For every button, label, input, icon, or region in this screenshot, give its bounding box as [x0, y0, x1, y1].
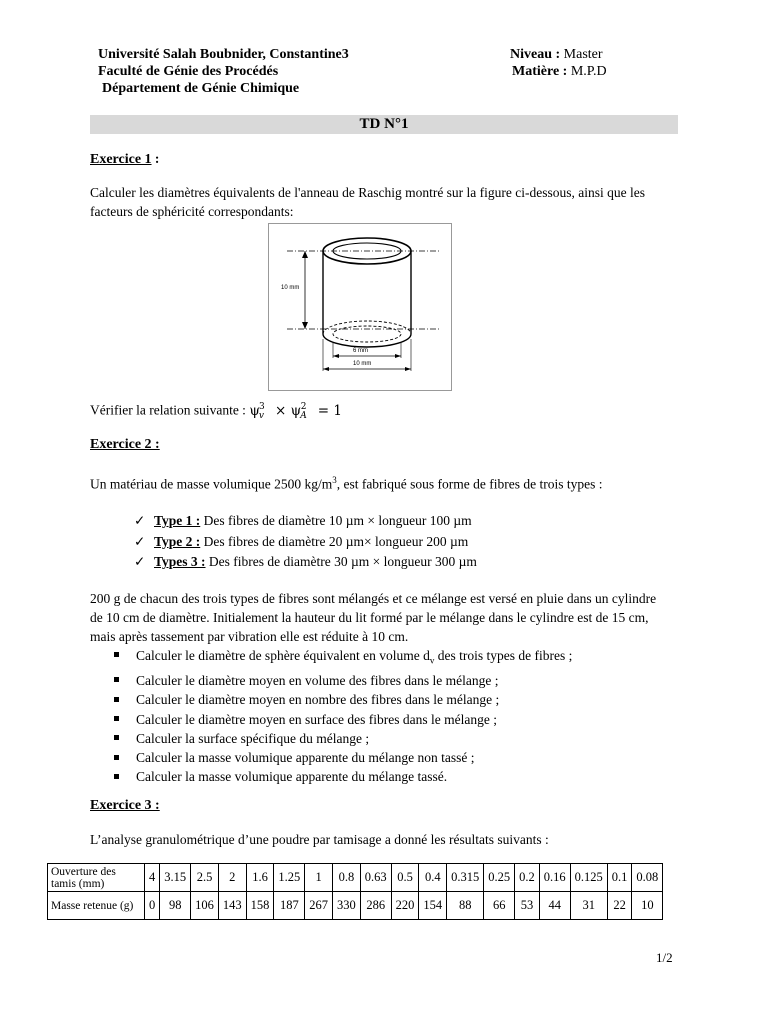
table-cell-mass: 220	[391, 892, 419, 920]
exercise-2-questions	[114, 646, 572, 787]
table-cell-opening: 0.4	[419, 864, 447, 892]
table-cell-mass: 44	[539, 892, 570, 920]
bullet-icon	[114, 755, 119, 760]
table-cell-opening: 3.15	[160, 864, 191, 892]
table-cell-opening: 4	[145, 864, 160, 892]
table-cell-mass: 330	[333, 892, 361, 920]
table-cell-mass: 187	[274, 892, 305, 920]
table-cell-opening: 0.2	[515, 864, 540, 892]
exercise-2-heading: Exercice 2 :	[90, 437, 160, 452]
table-cell-mass: 143	[218, 892, 246, 920]
header-institution	[98, 46, 349, 97]
table-cell-opening: 0.16	[539, 864, 570, 892]
checkmark-icon: ✓	[134, 533, 146, 549]
row-header-masses: Masse retenue (g)	[48, 892, 145, 920]
list-item: Calculer le diamètre moyen en volume des fibres dans le mélange ;	[114, 671, 572, 690]
row-header-openings: Ouverture des tamis (mm)	[48, 864, 145, 892]
table-cell-opening: 2	[218, 864, 246, 892]
table-cell-opening: 0.5	[391, 864, 419, 892]
sphericity-formula: $\psi_v^3 \times \psi_A^2 = 1$	[249, 402, 342, 422]
university-name: Université Salah Boubnider, Constantine3	[98, 47, 349, 62]
list-item: Calculer la surface spécifique du mélange ;	[114, 729, 572, 748]
checkmark-icon: ✓	[134, 513, 146, 528]
table-cell-mass: 66	[484, 892, 515, 920]
page-title: TD N°1	[90, 115, 678, 134]
table-cell-opening: 1.25	[274, 864, 305, 892]
table-cell-mass: 267	[305, 892, 333, 920]
raschig-ring-figure	[268, 223, 452, 391]
header-course-info	[510, 46, 607, 80]
table-cell-mass: 22	[607, 892, 632, 920]
list-item: Calculer la masse volumique apparente du mélange non tassé ;	[114, 748, 572, 767]
table-cell-opening: 0.25	[484, 864, 515, 892]
table-cell-mass: 158	[246, 892, 274, 920]
exercise-1-heading: Exercice 1 :	[90, 151, 160, 167]
sieve-analysis-table	[47, 863, 663, 920]
fiber-types-list	[134, 511, 477, 573]
list-item: Calculer le diamètre de sphère équivalent en volume $d_v$ des trois types de fibres ;	[114, 646, 572, 671]
table-row	[48, 892, 663, 920]
height-dimension-label: 10 mm	[281, 285, 300, 291]
bullet-icon	[114, 774, 119, 779]
checkmark-icon: ✓	[134, 554, 146, 569]
exercise-3-heading: Exercice 3 :	[90, 798, 160, 813]
table-cell-opening: 0.125	[570, 864, 607, 892]
table-cell-mass: 286	[360, 892, 391, 920]
table-cell-opening: 0.315	[447, 864, 484, 892]
table-cell-opening: 0.8	[333, 864, 361, 892]
inner-diameter-label: 6 mm	[353, 348, 368, 354]
table-cell-opening: 0.1	[607, 864, 632, 892]
table-cell-mass: 31	[570, 892, 607, 920]
niveau-line: Niveau : Master	[510, 47, 603, 62]
bullet-icon	[114, 697, 119, 702]
list-item: ✓ Type 1 : Des fibres de diamètre 10 µm × longueur 100 µm	[134, 511, 477, 532]
list-item: ✓ Types 3 : Des fibres de diamètre 30 µm × longueur 300 µm	[134, 552, 477, 573]
list-item: Calculer le diamètre moyen en nombre des fibres dans le mélange ;	[114, 690, 572, 709]
bullet-icon	[114, 652, 119, 657]
verify-relation: Vérifier la relation suivante : $\psi_v^3 \times \psi_A^2 = 1$	[90, 402, 342, 422]
exercise-2-intro: Un matériau de masse volumique 2500 $kg/m^3$, est fabriqué sous forme de fibres de trois types :	[90, 475, 603, 492]
table-cell-opening: 0.08	[632, 864, 663, 892]
outer-diameter-label: 10 mm	[353, 361, 372, 367]
bullet-icon	[114, 716, 119, 721]
list-item: Calculer la masse volumique apparente du mélange tassé.	[114, 767, 572, 786]
table-cell-mass: 154	[419, 892, 447, 920]
table-cell-mass: 88	[447, 892, 484, 920]
table-cell-mass: 106	[191, 892, 219, 920]
exercise-2-paragraph: 200 g de chacun des trois types de fibres sont mélangés et ce mélange est versé en pluie dans un cylindre de 10 cm de diamètre. Initialement la hauteur du lit formé par le mélange dans le cylindre est de 15 cm, mais après tassement par vibration elle est réduite à 10 cm.	[90, 591, 657, 644]
table-cell-opening: 2.5	[191, 864, 219, 892]
table-cell-opening: 1.6	[246, 864, 274, 892]
table-cell-mass: 53	[515, 892, 540, 920]
list-item: ✓ Type 2 : Des fibres de diamètre 20 µm× longueur 200 µm	[134, 532, 477, 553]
department-name: Département de Génie Chimique	[102, 81, 300, 96]
table-cell-mass: 0	[145, 892, 160, 920]
page-number: 1/2	[656, 950, 673, 965]
exercise-3-text: L’analyse granulométrique d’une poudre par tamisage a donné les résultats suivants :	[90, 832, 549, 847]
exercise-1-text: Calculer les diamètres équivalents de l'anneau de Raschig montré sur la figure ci-dessous, ainsi que les facteurs de sphéricité correspondants:	[90, 185, 646, 219]
list-item: Calculer le diamètre moyen en surface des fibres dans le mélange ;	[114, 710, 572, 729]
bullet-icon	[114, 677, 119, 682]
table-row	[48, 864, 663, 892]
table-cell-opening: 0.63	[360, 864, 391, 892]
table-cell-mass: 98	[160, 892, 191, 920]
faculty-name: Faculté de Génie des Procédés	[98, 64, 279, 79]
matiere-line: Matière : M.P.D	[512, 64, 607, 79]
table-cell-mass: 10	[632, 892, 663, 920]
bullet-icon	[114, 735, 119, 740]
table-cell-opening: 1	[305, 864, 333, 892]
